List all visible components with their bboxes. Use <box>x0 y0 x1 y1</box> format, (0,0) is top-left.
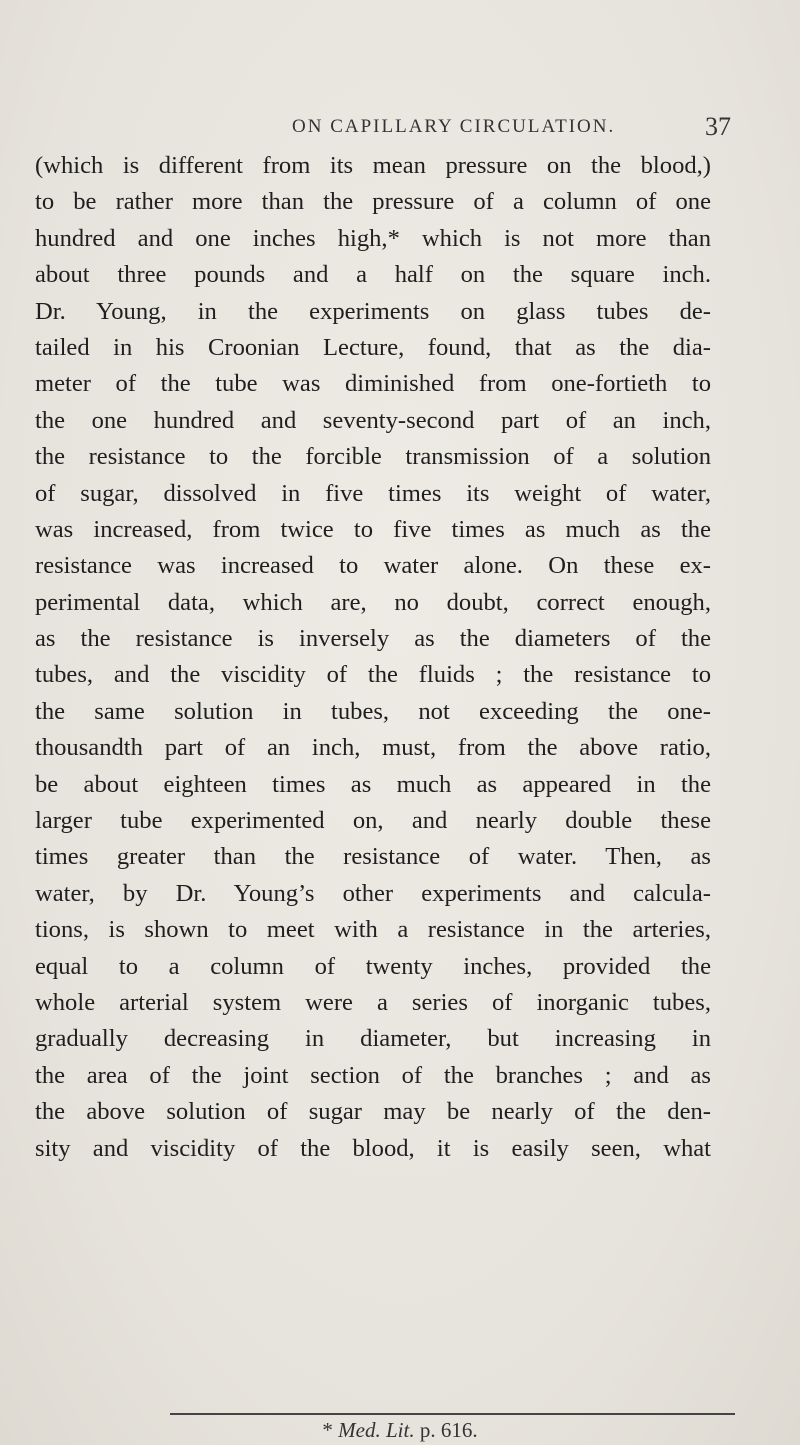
text-line: tailed in his Croonian Lecture, found, that as the dia- <box>35 333 711 361</box>
text-line: the above solution of sugar may be nearly of the den- <box>35 1098 711 1126</box>
footnote-marker: * <box>322 1418 333 1442</box>
running-title: ON CAPILLARY CIRCULATION. <box>292 116 616 137</box>
footnote-rule <box>170 1413 735 1415</box>
text-line: larger tube experimented on, and nearly double these <box>35 807 711 835</box>
text-line: about three pounds and a half on the square inch. <box>35 261 711 289</box>
text-line: thousandth part of an inch, must, from the above ratio, <box>35 734 711 762</box>
text-line: hundred and one inches high,* which is not more than <box>35 224 711 252</box>
text-line: tubes, and the viscidity of the fluids ; the resistance to <box>35 661 711 689</box>
footnote-source: Med. Lit. <box>338 1418 415 1442</box>
text-line: the one hundred and seventy-second part of an inch, <box>35 406 711 434</box>
text-line: water, by Dr. Young’s other experiments and calcula- <box>35 879 711 907</box>
text-line: gradually decreasing in diameter, but increasing in <box>35 1025 711 1053</box>
body-text <box>35 148 711 1167</box>
text-line: meter of the tube was diminished from one-fortieth to <box>35 370 711 398</box>
text-line: of sugar, dissolved in five times its weight of water, <box>35 479 711 507</box>
footnote <box>0 1418 800 1443</box>
page-number: 37 <box>705 112 731 141</box>
text-line: whole arterial system were a series of inorganic tubes, <box>35 988 711 1016</box>
text-line: resistance was increased to water alone. On these ex- <box>35 552 711 580</box>
text-line: to be rather more than the pressure of a column of one <box>35 188 711 216</box>
text-line: perimental data, which are, no doubt, correct enough, <box>35 588 711 616</box>
text-line: Dr. Young, in the experiments on glass tubes de- <box>35 297 711 325</box>
text-line: tions, is shown to meet with a resistance in the arteries, <box>35 916 711 944</box>
text-line: (which is different from its mean pressure on the blood,) <box>35 152 711 179</box>
text-line: times greater than the resistance of water. Then, as <box>35 843 711 871</box>
text-line: the resistance to the forcible transmission of a solution <box>35 443 711 471</box>
text-line: sity and viscidity of the blood, it is easily seen, what <box>35 1134 711 1162</box>
text-line: equal to a column of twenty inches, provided the <box>35 952 711 980</box>
text-line: be about eighteen times as much as appeared in the <box>35 770 711 798</box>
footnote-page: p. 616. <box>419 1418 478 1442</box>
page-header <box>0 112 800 146</box>
text-line: the area of the joint section of the branches ; and as <box>35 1061 711 1089</box>
text-line: as the resistance is inversely as the diameters of the <box>35 625 711 653</box>
text-line: was increased, from twice to five times as much as the <box>35 515 711 543</box>
text-line: the same solution in tubes, not exceeding the one- <box>35 697 711 725</box>
